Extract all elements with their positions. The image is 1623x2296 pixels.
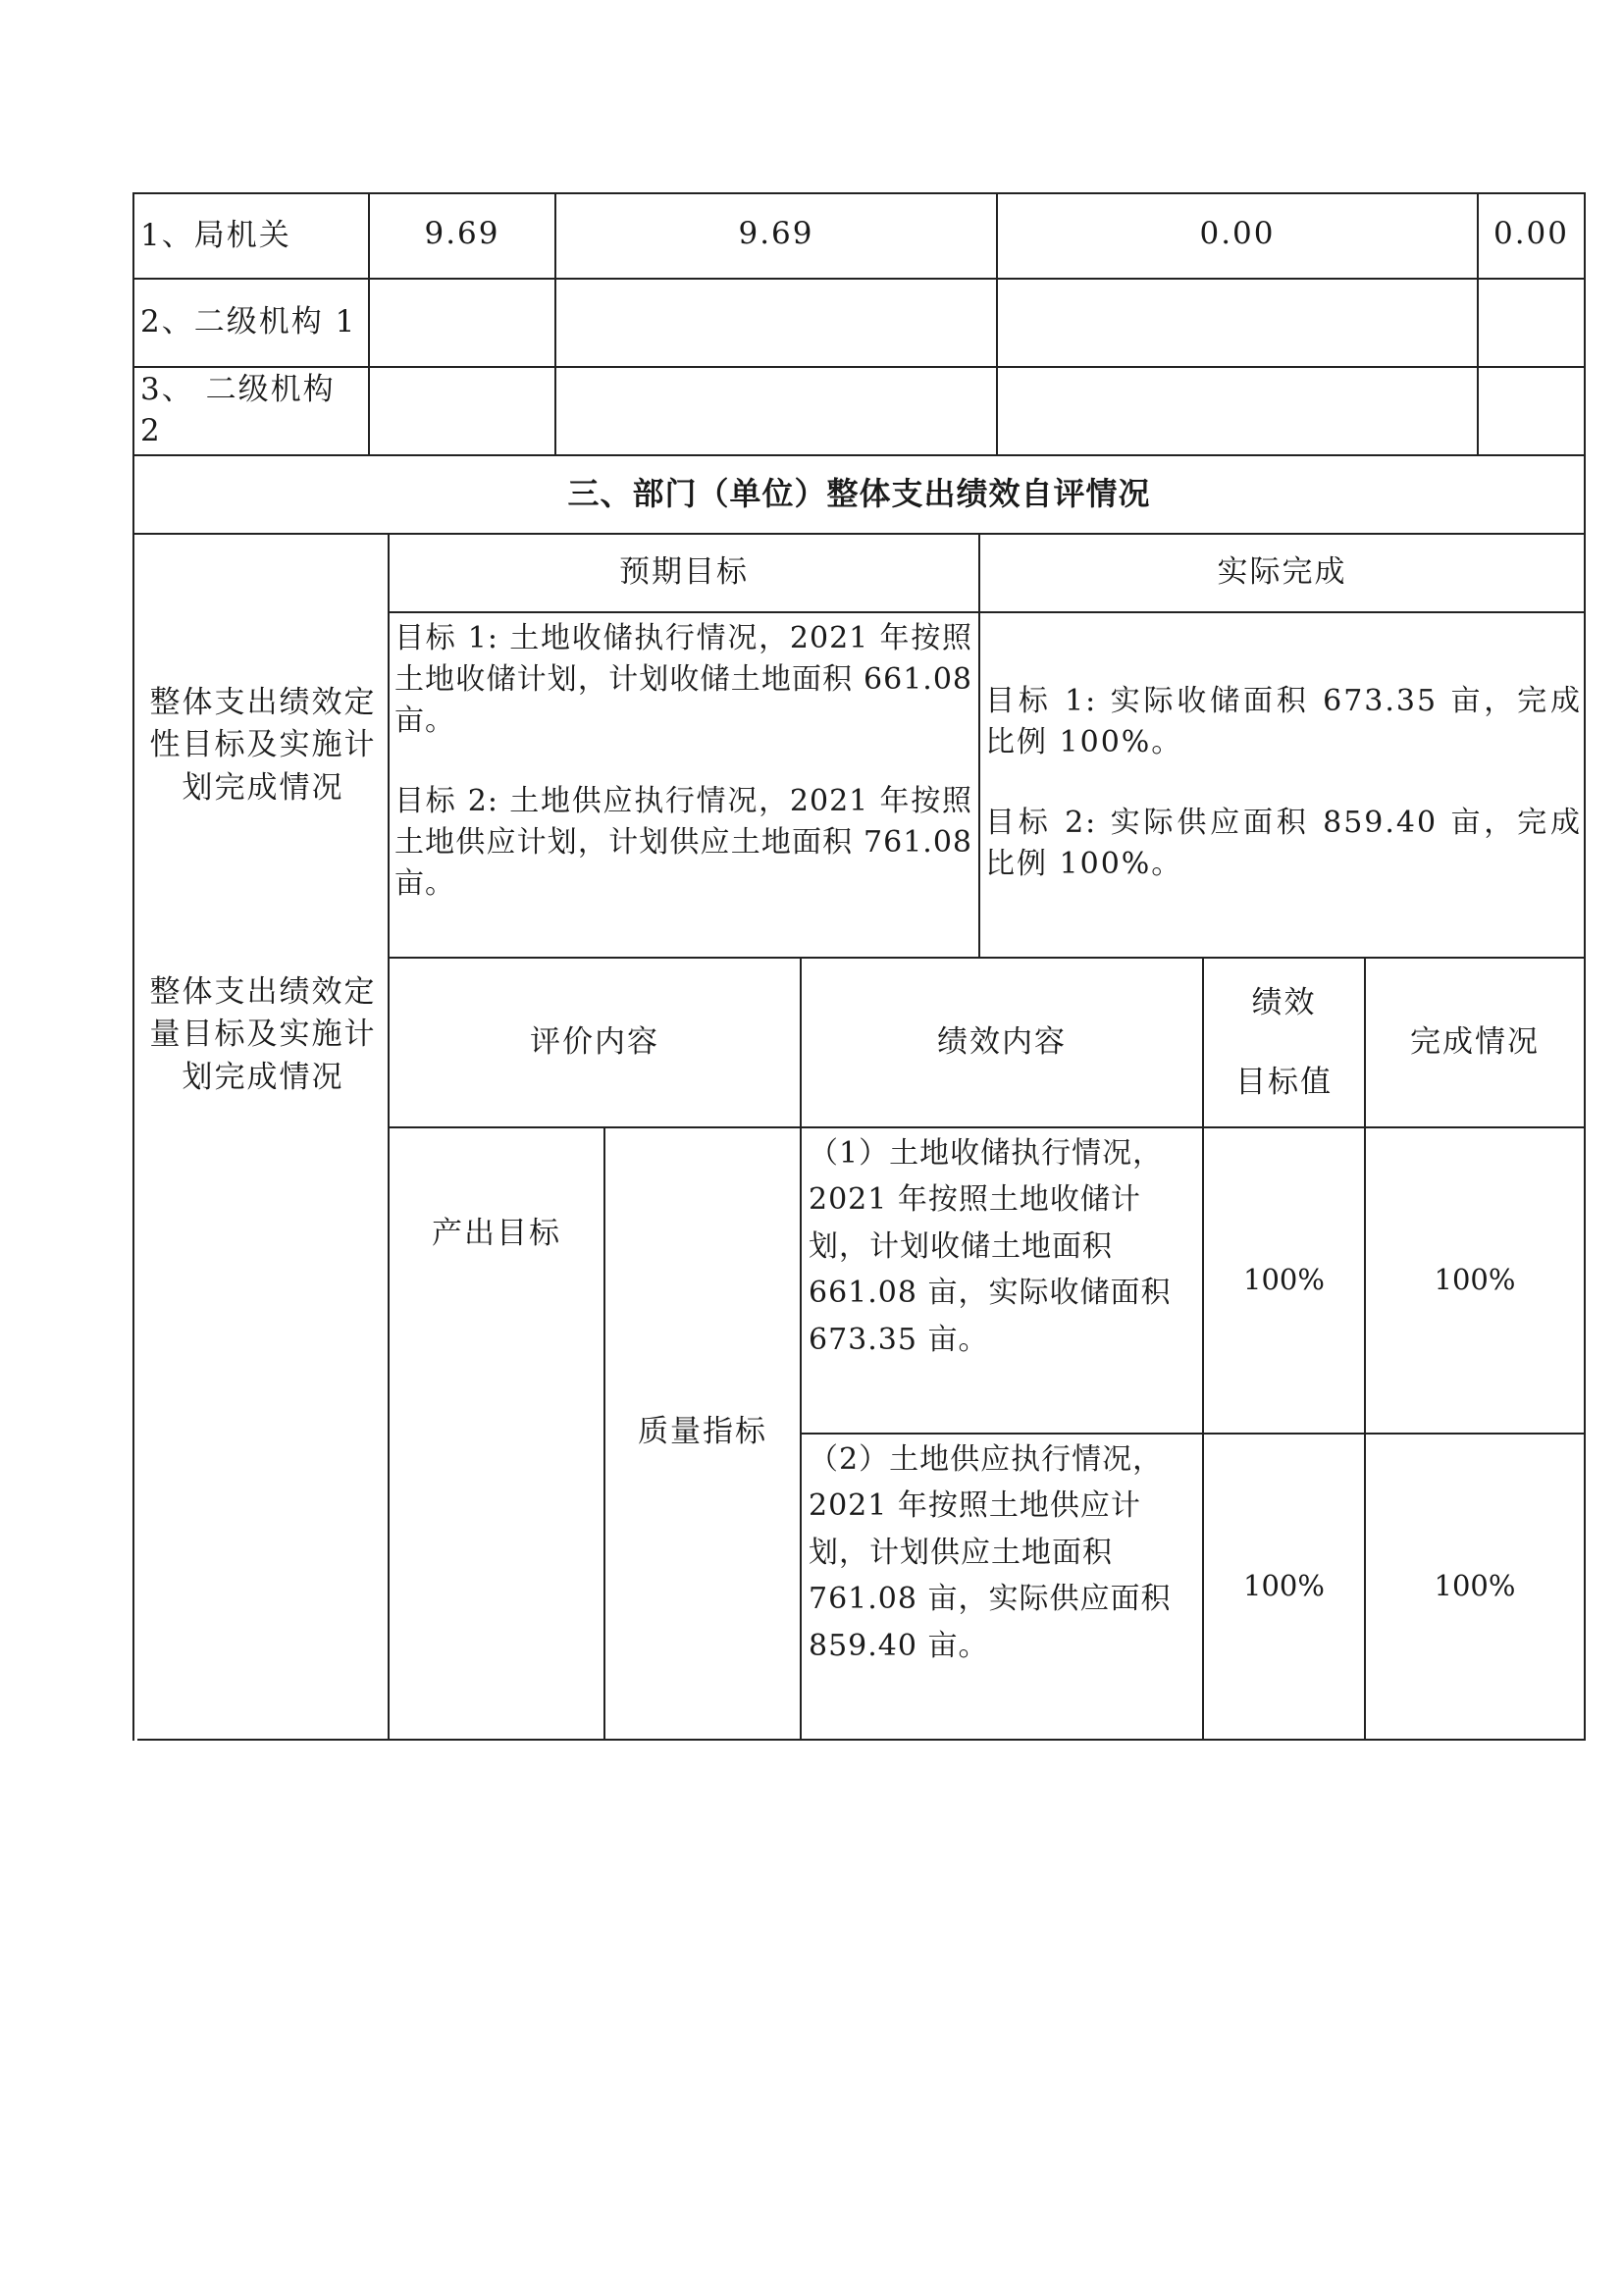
cell-value <box>556 280 996 366</box>
perf-content-1: （1）土地收储执行情况，2021 年按照土地收储计划，计划收储土地面积 661.08 亩，实际收储面积 673.35 亩。 <box>809 1136 1172 1357</box>
category-output: 产出目标 <box>432 1216 561 1251</box>
row-name: 1、局机关 <box>140 217 291 253</box>
cell-value: 9.69 <box>424 215 500 251</box>
section-title: 三、部门（单位）整体支出绩效自评情况 <box>567 475 1151 513</box>
completion-value-1: 100% <box>1434 1263 1516 1297</box>
quantitative-label: 整体支出绩效定量目标及实施计划完成情况 <box>149 974 377 1095</box>
cell-value <box>998 368 1477 454</box>
cell-value <box>998 280 1477 366</box>
cell-value <box>1479 368 1584 454</box>
perf-content-header: 绩效内容 <box>937 1023 1067 1060</box>
cell-value: 0.00 <box>1492 215 1570 251</box>
cell-value <box>1479 280 1584 366</box>
expected-header: 预期目标 <box>619 554 749 591</box>
qualitative-label: 整体支出绩效定性目标及实施计划完成情况 <box>149 684 377 806</box>
cell-value: 0.00 <box>1199 215 1276 251</box>
cell-value <box>556 368 996 454</box>
target-value-2: 100% <box>1243 1569 1325 1603</box>
actual-results <box>983 616 1582 955</box>
target-header-line1: 绩效 <box>1251 984 1317 1020</box>
cell-value <box>370 368 554 454</box>
expected-goals <box>393 616 976 955</box>
expected-goal-2: 目标 2: 土地供应执行情况，2021 年按照土地供应计划，计划供应土地面积 761.08 亩。 <box>394 784 972 901</box>
indicator-quality: 质量指标 <box>638 1414 767 1450</box>
completion-value-2: 100% <box>1434 1569 1516 1603</box>
row-name: 3、 二级机构 2 <box>140 372 336 448</box>
target-header-line2: 目标值 <box>1235 1064 1333 1100</box>
expected-goal-1: 目标 1: 土地收储执行情况，2021 年按照土地收储计划，计划收储土地面积 661.08 亩。 <box>394 621 972 738</box>
row-name: 2、二级机构 1 <box>140 304 357 340</box>
perf-content-2: （2）土地供应执行情况，2021 年按照土地供应计划，计划供应土地面积 761.08 亩，实际供应面积 859.40 亩。 <box>809 1442 1172 1663</box>
eval-content-header: 评价内容 <box>530 1023 659 1060</box>
target-header <box>1204 959 1364 1126</box>
actual-header: 实际完成 <box>1217 554 1347 591</box>
cell-value: 9.69 <box>738 215 814 251</box>
actual-result-2: 目标 2: 实际供应面积 859.40 亩，完成比例 100%。 <box>985 805 1582 881</box>
completion-header: 完成情况 <box>1410 1023 1540 1060</box>
target-value-1: 100% <box>1243 1263 1325 1297</box>
cell-value <box>370 280 554 366</box>
actual-result-1: 目标 1: 实际收储面积 673.35 亩，完成比例 100%。 <box>985 683 1582 759</box>
